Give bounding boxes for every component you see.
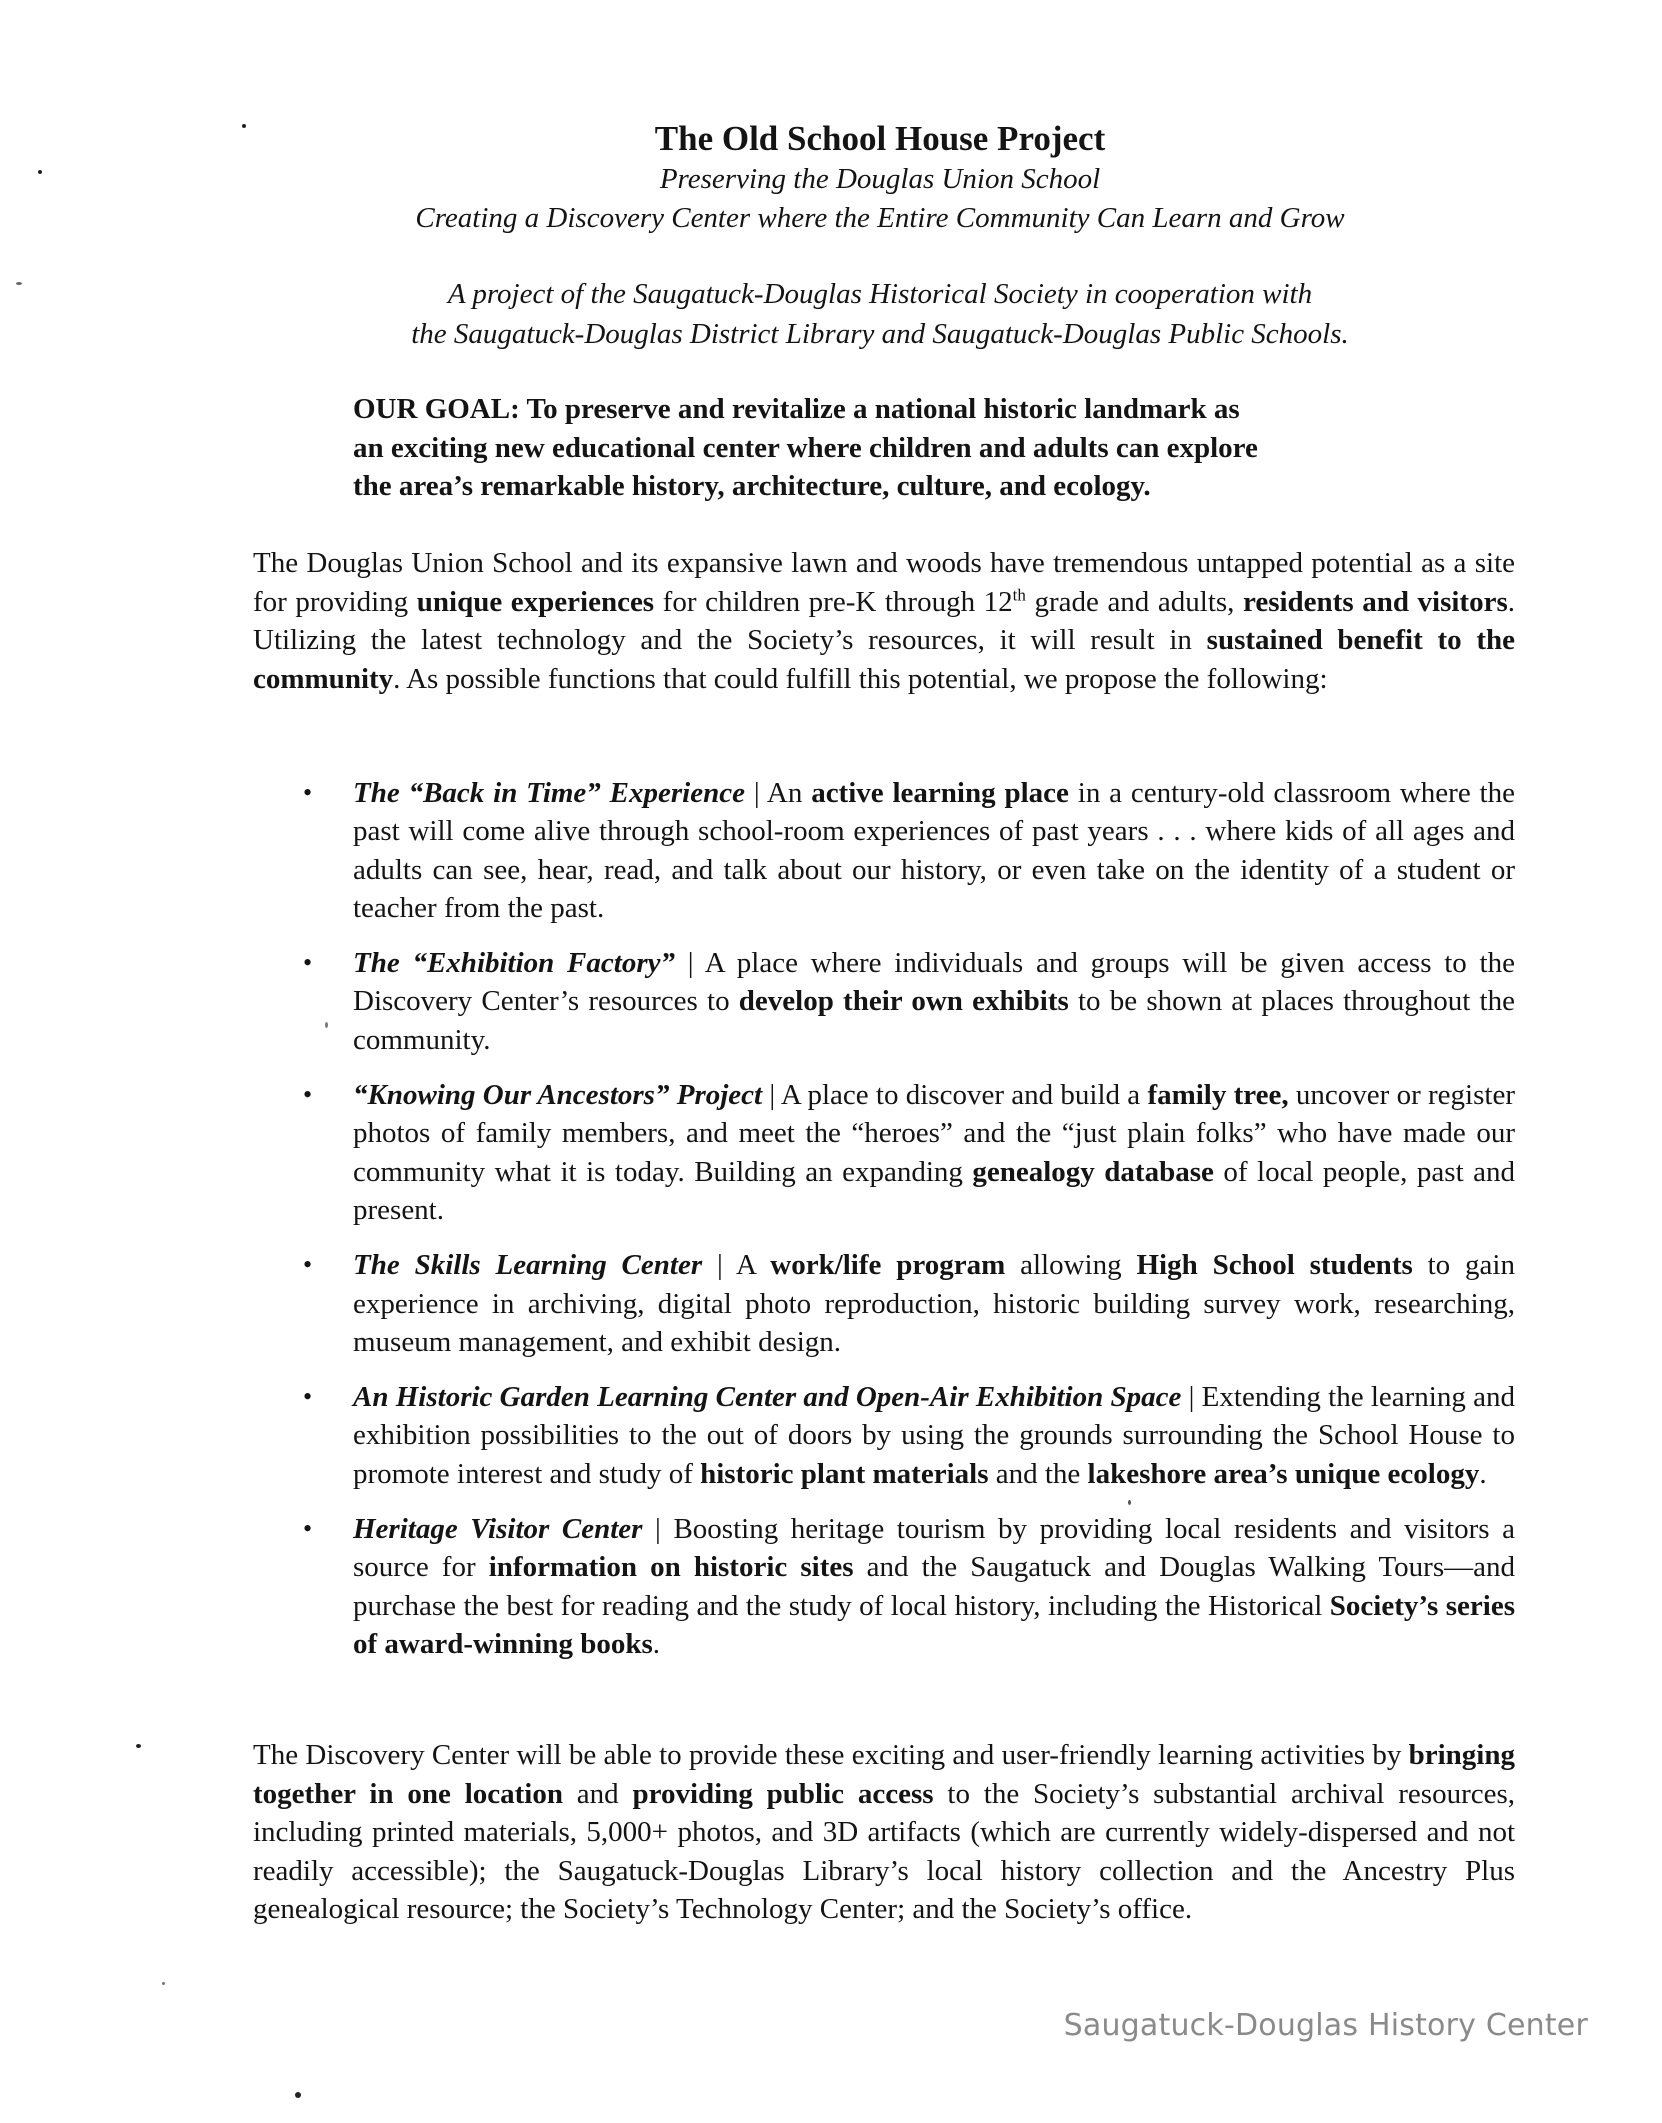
item-emphasis: genealogy database <box>972 1155 1214 1188</box>
item-title: An Historic Garden Learning Center and Open-Air Exhibition Space <box>353 1381 1182 1414</box>
item-text: | A place where individuals and groups will be given access to the Discovery Center’s resources to <box>353 947 1515 1018</box>
closing-paragraph <box>253 1736 1515 1929</box>
goal-statement <box>353 390 1453 506</box>
list-item-back-in-time <box>253 774 1515 927</box>
scan-speck <box>38 170 42 174</box>
list-item-exhibition-factory <box>253 944 1515 1059</box>
goal-line-1: OUR GOAL: To preserve and revitalize a national historic landmark as <box>353 393 1240 425</box>
closing-text: and <box>562 1777 633 1810</box>
goal-line-3: the area’s remarkable history, architecture, culture, and ecology. <box>353 470 1151 502</box>
item-title: Heritage Visitor Center <box>353 1513 643 1546</box>
bullet-icon: • <box>303 778 313 807</box>
bullet-icon: • <box>303 1514 313 1544</box>
item-emphasis: information on historic sites <box>488 1551 854 1584</box>
item-emphasis: develop their own exhibits <box>738 985 1069 1018</box>
watermark: Saugatuck-Douglas History Center <box>1063 2008 1588 2043</box>
item-title: The Skills Learning Center <box>353 1249 703 1282</box>
item-text: in a century-old classroom where the past will come alive through school-room experiences of past years . . . where kids of all ages and adults can see, hear, read, and talk about our history, or even take on the identity of a student or teacher from the past. <box>353 777 1515 924</box>
item-text: | Boosting heritage tourism by providing local residents and visitors a source for <box>353 1513 1515 1584</box>
cooperation-line-1: A project of the Saugatuck-Douglas Historical Society in cooperation with <box>447 278 1313 310</box>
ordinal-suffix: th <box>1012 584 1026 604</box>
scan-speck <box>136 1744 141 1748</box>
item-title: The “Exhibition Factory” <box>353 947 675 980</box>
subtitle-line-2: Creating a Discovery Center where the Entire Community Can Learn and Grow <box>415 202 1345 234</box>
scan-speck <box>16 282 22 285</box>
scan-speck <box>242 124 246 128</box>
intro-emphasis: residents and visitors <box>1242 585 1508 618</box>
item-emphasis: active learning place <box>811 777 1069 809</box>
item-text: | A <box>702 1249 771 1282</box>
bullet-icon: • <box>303 948 313 978</box>
intro-text: . As possible functions that could fulfill this potential, we propose the following: <box>393 662 1328 695</box>
item-title: “Knowing Our Ancestors” Project <box>353 1079 763 1112</box>
closing-emphasis: bringing together in one location <box>253 1739 1515 1810</box>
item-emphasis: work/life program <box>770 1249 1006 1282</box>
document-title: The Old School House Project <box>654 119 1106 158</box>
item-text: | An <box>744 777 812 809</box>
cooperation-line-2: the Saugatuck-Douglas District Library and Saugatuck-Douglas Public Schools. <box>411 318 1349 350</box>
item-text: allowing <box>1005 1249 1137 1282</box>
bullet-icon: • <box>303 1250 313 1280</box>
bullet-icon: • <box>303 1382 313 1412</box>
scan-speck <box>1128 1500 1131 1505</box>
item-text: | A place to discover and build a <box>762 1079 1148 1112</box>
item-emphasis: lakeshore area’s unique ecology <box>1087 1457 1480 1490</box>
list-item-heritage-visitor <box>253 1510 1515 1663</box>
list-item-knowing-ancestors <box>253 1076 1515 1229</box>
goal-line-2: an exciting new educational center where children and adults can explore <box>353 431 1258 464</box>
intro-paragraph <box>253 544 1515 698</box>
list-item-skills-learning <box>253 1246 1515 1361</box>
subtitle-line-1: Preserving the Douglas Union School <box>659 163 1101 195</box>
item-text: of local people, past and present. <box>353 1155 1515 1226</box>
intro-text: grade and adults, <box>1025 585 1243 618</box>
closing-text: The Discovery Center will be able to provide these exciting and user-friendly learning activities by <box>253 1739 1409 1771</box>
item-emphasis: Society’s series of award-winning books <box>353 1589 1515 1660</box>
bullet-icon: • <box>303 1080 313 1110</box>
intro-text: The Douglas Union School and its expansive lawn and woods have tremendous untapped potential as a site for providing <box>253 547 1515 618</box>
intro-text: for children pre-K through 12 <box>654 585 1013 618</box>
item-emphasis: High School students <box>1136 1249 1413 1282</box>
cooperation-statement <box>250 274 1510 354</box>
item-emphasis: historic plant materials <box>700 1457 989 1490</box>
item-text: to gain experience in archiving, digital photo reproduction, historic building survey work, researching, museum management, and exhibit design. <box>353 1249 1515 1358</box>
intro-text: . Utilizing the latest technology and the Society’s resources, it will result in <box>253 585 1515 656</box>
scan-speck <box>295 2092 301 2098</box>
list-item-historic-garden <box>253 1378 1515 1493</box>
item-text: . <box>1479 1457 1487 1490</box>
item-title: The “Back in Time” Experience <box>353 777 745 809</box>
item-text: and the Saugatuck and Douglas Walking Tours—and purchase the best for reading and the study of local history, including the Historical <box>353 1551 1515 1622</box>
item-text: to be shown at places throughout the community. <box>353 985 1515 1056</box>
closing-emphasis: providing public access <box>632 1777 934 1810</box>
scan-speck <box>325 1022 328 1028</box>
intro-emphasis: sustained benefit to the community <box>253 624 1516 695</box>
scan-speck <box>162 1982 165 1985</box>
item-text: | Extending the learning and exhibition possibilities to the out of doors by using the grounds surrounding the School House to promote interest and study of <box>353 1381 1515 1490</box>
item-text: . <box>652 1627 660 1660</box>
document-header <box>250 118 1510 354</box>
item-text: and the <box>988 1457 1088 1490</box>
intro-emphasis: unique experiences <box>416 585 655 618</box>
closing-text: to the Society’s substantial archival resources, including printed materials, 5,000+ photos, and 3D artifacts (which are currently widely-dispersed and not readily accessible); the Saugatuck-Douglas Library’s local history collection and the Ancestry Plus genealogical resource; the Society’s Technology Center; and the Society’s office. <box>253 1777 1516 1925</box>
item-text: uncover or register photos of family members, and meet the “heroes” and the “just plain folks” who have made our community what it is today. Building an expanding <box>353 1079 1515 1188</box>
item-emphasis: family tree, <box>1147 1079 1289 1112</box>
proposal-list <box>253 774 1515 1680</box>
